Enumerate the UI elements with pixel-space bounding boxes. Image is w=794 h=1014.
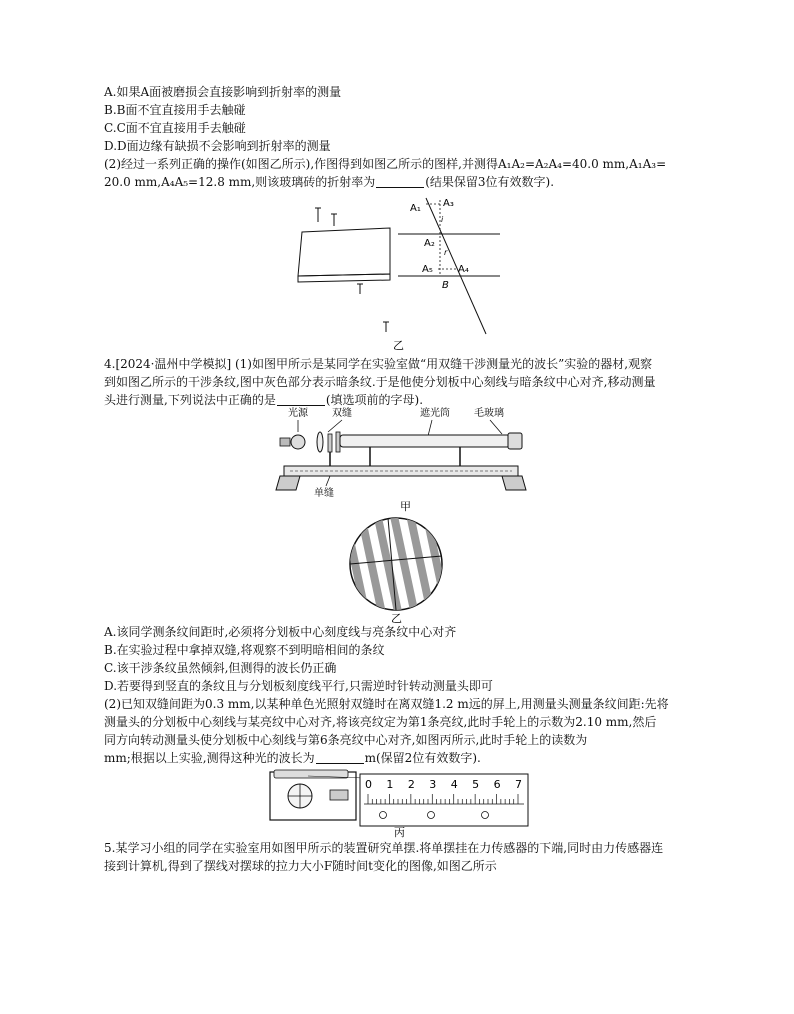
label-double-slit: 双缝: [332, 408, 352, 419]
refraction-figure: [290, 192, 510, 354]
label-a5: A₅: [422, 264, 433, 275]
q3-part2-line2-post: (结果保留3位有效数字).: [425, 175, 555, 189]
q3-option-c: C.C面不宜直接用手去触碰: [104, 121, 246, 135]
label-r: r: [444, 248, 448, 257]
q3-part2-line2-pre: 20.0 mm,A₄A₅=12.8 mm,则该玻璃砖的折射率为: [104, 175, 376, 189]
figure-caption: 乙: [393, 339, 404, 352]
light-bulb-icon: [291, 435, 305, 449]
thumb-screw-icon: [330, 790, 348, 800]
pointer-line: [328, 420, 342, 432]
q4-line3-post: (填选项前的字母).: [325, 393, 424, 407]
q4-option-c: C.该干涉条纹虽然倾斜,但测得的波长仍正确: [104, 661, 337, 675]
label-shade-tube: 遮光筒: [420, 408, 450, 419]
bench-leg: [276, 476, 300, 490]
eyepiece-icon: [508, 433, 522, 449]
glass-brick-side: [298, 274, 390, 282]
q4-option-d: D.若要得到竖直的条纹且与分划板刻度线平行,只需逆时针转动测量头即可: [104, 679, 493, 693]
label-frosted-glass: 毛玻璃: [474, 408, 504, 419]
label-b: B: [442, 280, 449, 291]
glass-brick-top: [298, 228, 390, 276]
apparatus-figure: [270, 404, 530, 514]
scale-number-label: 2: [407, 778, 415, 791]
q4-part2-line2: 测量头的分划板中心刻线与某亮纹中心对齐,将该亮纹定为第1条亮纹,此时手轮上的示数为2.10 mm,然后: [104, 715, 657, 729]
q3-option-b: B.B面不宜直接用手去触碰: [104, 103, 246, 117]
shade-tube-icon: [340, 435, 510, 447]
q4-part2-line4-post: m(保留2位有效数字).: [364, 751, 481, 765]
q4-part2-line1: (2)已知双缝间距为0.3 mm,以某种单色光照射双缝时在离双缝1.2 m远的屏上,用测量头测量条纹间距:先将: [104, 697, 669, 711]
q4-line3-pre: 头进行测量,下列说法中正确的是: [104, 393, 276, 407]
label-i: i: [441, 215, 444, 224]
measuring-head-figure: [268, 768, 530, 838]
q5-line2: 接到计算机,得到了摆线对摆球的拉力大小F随时间t变化的图像,如图乙所示: [104, 859, 497, 873]
screw-icon: [428, 812, 435, 819]
label-a1: A₁: [410, 203, 421, 214]
q4-part2-line4-pre: mm;根据以上实验,测得这种光的波长为: [104, 751, 315, 765]
q3-option-d: D.D面边缘有缺损不会影响到折射率的测量: [104, 139, 331, 153]
q5-line1: 5.某学习小组的同学在实验室用如图甲所示的装置研究单摆.将单摆挂在力传感器的下端,同时由力传感器连: [104, 841, 664, 855]
scale-number-label: 5: [472, 778, 480, 791]
label-a3: A₃: [443, 198, 454, 209]
label-a2: A₂: [424, 238, 435, 249]
q3-option-a: A.如果A面被磨损会直接影响到折射率的测量: [104, 85, 342, 99]
pointer-line: [428, 420, 432, 436]
answer-blank[interactable]: [376, 175, 424, 188]
scale-number-label: 1: [386, 778, 394, 791]
label-light-source: 光源: [288, 408, 308, 419]
lens-icon: [317, 432, 323, 452]
q4-part2-line3: 同方向转动测量头使分划板中心刻线与第6条亮纹中心对齐,如图丙所示,此时手轮上的读数为: [104, 733, 588, 747]
lamp-housing-icon: [280, 438, 290, 446]
q4-option-b: B.在实验过程中拿掉双缝,将观察不到明暗相间的条纹: [104, 643, 385, 657]
scale-number-label: 4: [450, 778, 458, 791]
label-a4: A₄: [458, 264, 469, 275]
double-slit-icon: [336, 432, 340, 452]
q4-line2: 到如图乙所示的干涉条纹,图中灰色部分表示暗条纹.于是他使分划板中心刻线与暗条纹中心对齐,移动测量: [104, 375, 656, 389]
q4-line1: 4.[2024·温州中学模拟] (1)如图甲所示是某同学在实验室做“用双缝干涉测量光的波长”实验的器材,观察: [104, 357, 653, 371]
screw-icon: [380, 812, 387, 819]
pointer-line: [490, 420, 502, 434]
scale-caption: 丙: [394, 826, 405, 838]
scale-number-label: 6: [493, 778, 501, 791]
scale-number-label: 7: [515, 778, 522, 791]
label-single-slit: 单缝: [314, 488, 334, 499]
pointer-line: [326, 476, 330, 486]
single-slit-icon: [328, 434, 332, 452]
q4-part2-line4: [104, 750, 481, 766]
bench-leg: [502, 476, 526, 490]
scale-number-label: 0: [365, 778, 372, 791]
fringe-caption: 乙: [391, 612, 402, 624]
scale-number-label: 3: [429, 778, 437, 791]
light-ray-line: [426, 198, 486, 334]
q3-part2-line2: [104, 174, 554, 190]
q3-part2-line1: (2)经过一系列正确的操作(如图乙所示),作图得到如图乙所示的图样,并测得A₁A₂=A₂A₄=40.0 mm,A₁A₃=: [104, 157, 667, 171]
screw-icon: [482, 812, 489, 819]
apparatus-caption: 甲: [400, 500, 411, 513]
answer-blank[interactable]: [316, 751, 364, 764]
fringe-figure: [346, 514, 446, 624]
q4-option-a: A.该同学测条纹间距时,必须将分划板中心刻度线与亮条纹中心对齐: [104, 625, 457, 639]
